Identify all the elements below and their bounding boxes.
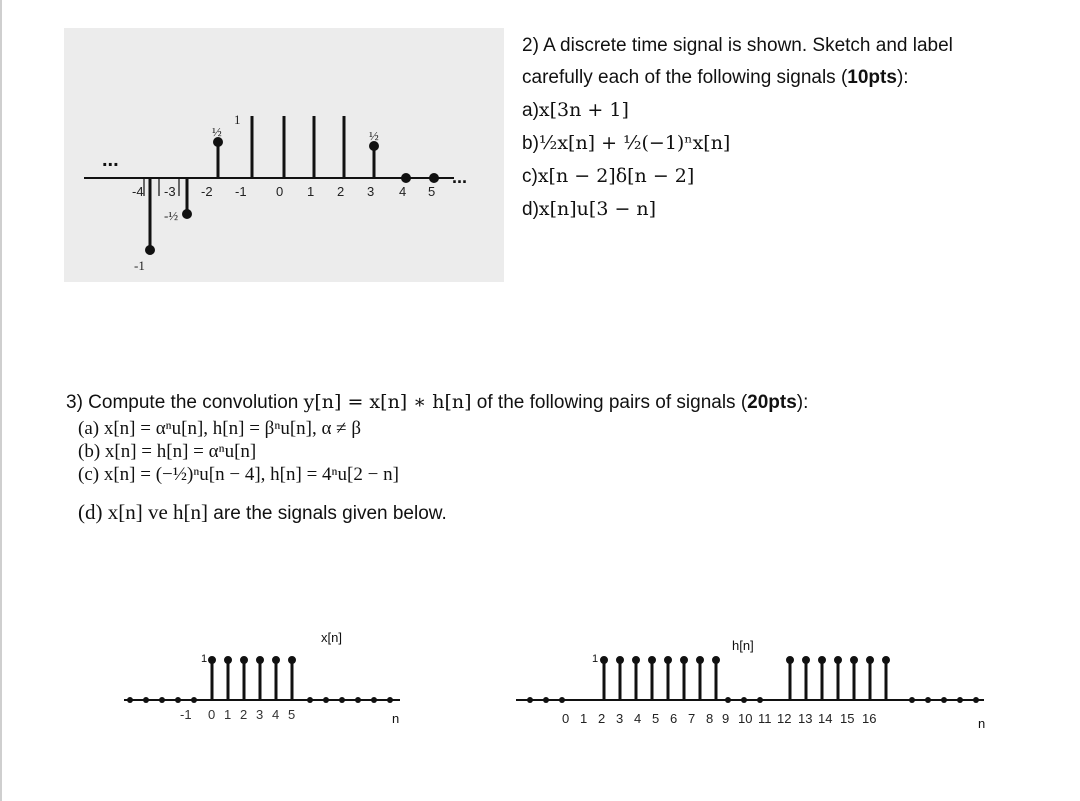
tick-label: 10 bbox=[738, 711, 753, 726]
tick-label: 5 bbox=[652, 711, 660, 726]
item-label: c) bbox=[522, 166, 538, 187]
tick-label: 2 bbox=[337, 184, 345, 199]
tick-label: 9 bbox=[722, 711, 730, 726]
label-neg-half: -½ bbox=[164, 208, 179, 223]
tick-label: -1 bbox=[180, 707, 192, 722]
plot-h-ticks bbox=[562, 711, 876, 726]
tick-label: 3 bbox=[256, 707, 264, 722]
tick-label: -2 bbox=[201, 184, 213, 199]
question-3-item-c: (c) x[n] = (−½)ⁿu[n − 4], h[n] = 4ⁿu[2 − n] bbox=[78, 464, 399, 485]
tick-label: 0 bbox=[562, 711, 570, 726]
tick-label: 0 bbox=[208, 707, 216, 722]
plot-h-axis-label: n bbox=[978, 716, 986, 731]
item-expr: x[n]u[3 − n] bbox=[538, 198, 657, 220]
tick-label: 14 bbox=[818, 711, 833, 726]
tick-label: 1 bbox=[580, 711, 588, 726]
tick-label: -1 bbox=[235, 184, 247, 199]
right-ellipsis: ... bbox=[452, 167, 468, 187]
tick-label: 0 bbox=[276, 184, 284, 199]
plot-x bbox=[124, 630, 400, 726]
title2-suffix: ): bbox=[896, 67, 909, 88]
plot-h-stems bbox=[602, 658, 889, 701]
item-label: a) bbox=[522, 100, 539, 121]
tick-label: 6 bbox=[670, 711, 678, 726]
tick-label: 4 bbox=[634, 711, 642, 726]
left-ellipsis: ... bbox=[102, 149, 119, 171]
tick-label: 5 bbox=[428, 184, 436, 199]
item-expr: ½x[n] + ½(−1)ⁿx[n] bbox=[538, 132, 731, 154]
head-prefix: 3) Compute the convolution bbox=[66, 392, 304, 413]
question-3-item-b: (b) x[n] = h[n] = αⁿu[n] bbox=[78, 441, 257, 462]
plot-x-ticks bbox=[180, 707, 295, 722]
question-2-title: 2) A discrete time signal is shown. Sketch and label bbox=[522, 35, 953, 56]
tick-label: 15 bbox=[840, 711, 855, 726]
tick-label: 5 bbox=[288, 707, 296, 722]
item-label: d) bbox=[522, 199, 539, 220]
item-expr: x[3n + 1] bbox=[538, 99, 629, 121]
label-half-right: ½ bbox=[369, 128, 379, 143]
tick-label: 12 bbox=[777, 711, 792, 726]
head-suffix: ): bbox=[796, 392, 809, 413]
points-bold: 10pts bbox=[847, 67, 897, 88]
plot-h bbox=[516, 638, 985, 731]
plot-x-title: x[n] bbox=[321, 630, 342, 645]
tick-label: 7 bbox=[688, 711, 696, 726]
plot-x-amp-label: 1 bbox=[201, 653, 208, 665]
tick-label: -3 bbox=[164, 184, 176, 199]
tick-label: 4 bbox=[272, 707, 280, 722]
item-expr: x[n − 2]δ[n − 2] bbox=[537, 165, 695, 187]
plot-x-stems bbox=[210, 658, 295, 701]
tick-label: 11 bbox=[758, 711, 772, 726]
label-half-left: ½ bbox=[212, 124, 222, 139]
tick-label: 13 bbox=[798, 711, 813, 726]
tick-label: 3 bbox=[616, 711, 624, 726]
label-neg-one: -1 bbox=[134, 258, 145, 273]
tick-label: 16 bbox=[862, 711, 877, 726]
points-bold: 20pts bbox=[747, 392, 797, 413]
item-d-text: are the signals given below. bbox=[208, 503, 447, 524]
label-one: 1 bbox=[234, 112, 241, 127]
tick-label: 1 bbox=[307, 184, 315, 199]
tick-label: 2 bbox=[240, 707, 248, 722]
tick-label: -4 bbox=[132, 184, 144, 199]
head-mid: of the following pairs of signals ( bbox=[471, 392, 748, 413]
question-3-item-a: (a) x[n] = αⁿu[n], h[n] = βⁿu[n], α ≠ β bbox=[78, 418, 362, 439]
plot-h-amp-label: 1 bbox=[592, 653, 599, 665]
tick-label: 2 bbox=[598, 711, 606, 726]
title2-prefix: carefully each of the following signals ( bbox=[522, 67, 848, 88]
tick-label: 8 bbox=[706, 711, 714, 726]
plot-x-axis-label: n bbox=[392, 711, 400, 726]
head-expr: y[n] = x[n] ∗ h[n] bbox=[303, 391, 472, 413]
tick-label: 3 bbox=[367, 184, 375, 199]
item-d-math: (d) x[n] ve h[n] bbox=[78, 500, 209, 524]
plot-h-title: h[n] bbox=[732, 638, 754, 653]
item-label: b) bbox=[522, 133, 539, 154]
tick-label: 1 bbox=[224, 707, 232, 722]
tick-label: 4 bbox=[399, 184, 407, 199]
